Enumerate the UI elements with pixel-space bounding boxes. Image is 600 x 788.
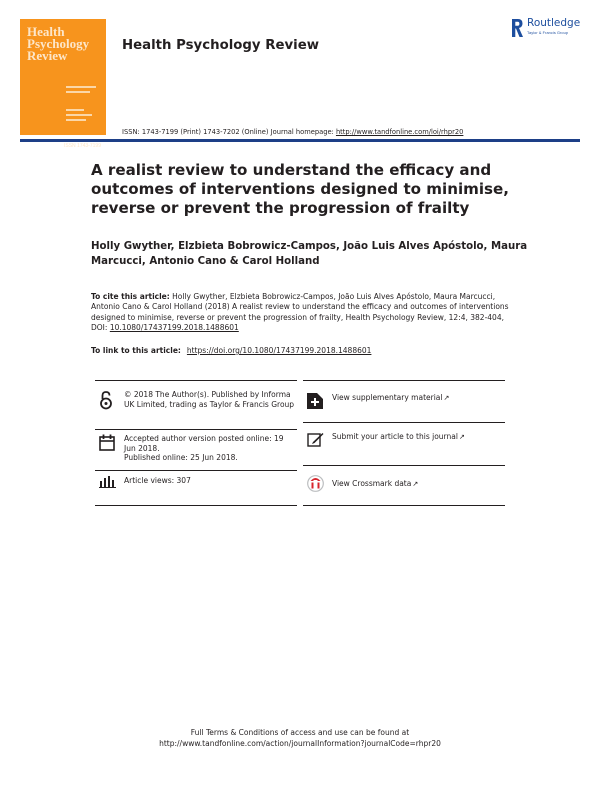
supplementary-link[interactable]: [332, 393, 449, 404]
cover-issn: ISSN 1743-7199: [64, 143, 101, 149]
crossmark-label: View Crossmark data: [332, 479, 412, 488]
license-text: © 2018 The Author(s). Published by Informa UK Limited, trading as Taylor & Francis Group: [124, 390, 295, 409]
issn-text: ISSN: 1743-7199 (Print) 1743-7202 (Online) Journal homepage:: [122, 128, 336, 136]
grid-rule: [303, 505, 505, 506]
calendar-icon: [99, 434, 115, 451]
article-title: A realist review to understand the efficacy and outcomes of interventions designed to minimise, reverse or prevent the progression of frailty: [91, 161, 509, 217]
article-authors: Holly Gwyther, Elzbieta Bobrowicz-Campos, João Luis Alves Apóstolo, Maura Marcucci, Antonio Cano & Carol Holland: [91, 241, 528, 267]
citation-text: Holly Gwyther, Elzbieta Bobrowicz-Campos, João Luis Alves Apóstolo, Maura Marcucci, Antonio Cano & Carol Holland (2018) A realist review to understand the efficacy and outcomes of interventions designed to minimise, reverse or prevent the progression of frailty, Health Psychology Review, 12:4, 382-404, DOI:: [91, 292, 509, 332]
grid-rule: [303, 380, 505, 381]
cover-decoration: [66, 91, 90, 93]
cover-title: Health Psychology Review: [27, 24, 90, 63]
cover-decoration: [66, 86, 96, 88]
journal-cover-image: [20, 19, 106, 149]
header-rule: [20, 139, 580, 142]
crossmark-icon: [307, 475, 324, 492]
cover-decoration: [66, 109, 84, 111]
article-views: Article views: 307: [124, 476, 191, 485]
publisher-name: Routledge: [527, 17, 581, 29]
grid-rule: [95, 470, 297, 471]
grid-rule: [95, 429, 297, 430]
add-material-icon: [307, 393, 323, 409]
cover-decoration: [66, 114, 92, 116]
external-link-icon: ↗: [458, 433, 465, 441]
external-link-icon: ↗: [443, 394, 450, 402]
routledge-r-icon: [511, 18, 524, 38]
citation-block: [91, 292, 511, 333]
published-date: Published online: 25 Jun 2018.: [124, 453, 238, 463]
publisher-subtitle: Taylor & Francis Group: [527, 31, 569, 35]
journal-homepage-link[interactable]: http://www.tandfonline.com/loi/rhpr20: [335, 128, 464, 136]
grid-rule: [303, 465, 505, 466]
external-link-icon: ↗: [412, 480, 419, 488]
publisher-logo: [511, 17, 591, 39]
article-doi-link[interactable]: https://doi.org/10.1080/17437199.2018.1488601: [186, 346, 372, 355]
citation-label: To cite this article:: [91, 292, 170, 301]
footer-terms-link[interactable]: http://www.tandfonline.com/action/journalInformation?journalCode=rhpr20: [159, 739, 441, 748]
issn-line: [122, 128, 463, 136]
grid-rule: [95, 505, 297, 506]
bar-chart-icon: [99, 476, 116, 488]
article-link-line: [91, 346, 371, 355]
footer: [0, 727, 600, 749]
submit-label: Submit your article to this journal: [332, 432, 458, 441]
supplementary-label: View supplementary material: [332, 393, 443, 402]
journal-title: Health Psychology Review: [122, 38, 319, 53]
crossmark-link[interactable]: [332, 479, 418, 490]
edit-pencil-icon: [307, 432, 324, 447]
accepted-date: Accepted author version posted online: 19 Jun 2018.: [124, 434, 284, 453]
open-access-lock-icon: [99, 390, 113, 410]
grid-rule: [303, 422, 505, 423]
grid-rule: [95, 380, 297, 381]
citation-doi-link[interactable]: 10.1080/17437199.2018.1488601: [109, 322, 239, 332]
cover-decoration: [66, 119, 86, 121]
link-label: To link to this article:: [91, 346, 181, 355]
submit-article-link[interactable]: [332, 432, 465, 443]
footer-terms: Full Terms & Conditions of access and use can be found at: [190, 728, 410, 737]
